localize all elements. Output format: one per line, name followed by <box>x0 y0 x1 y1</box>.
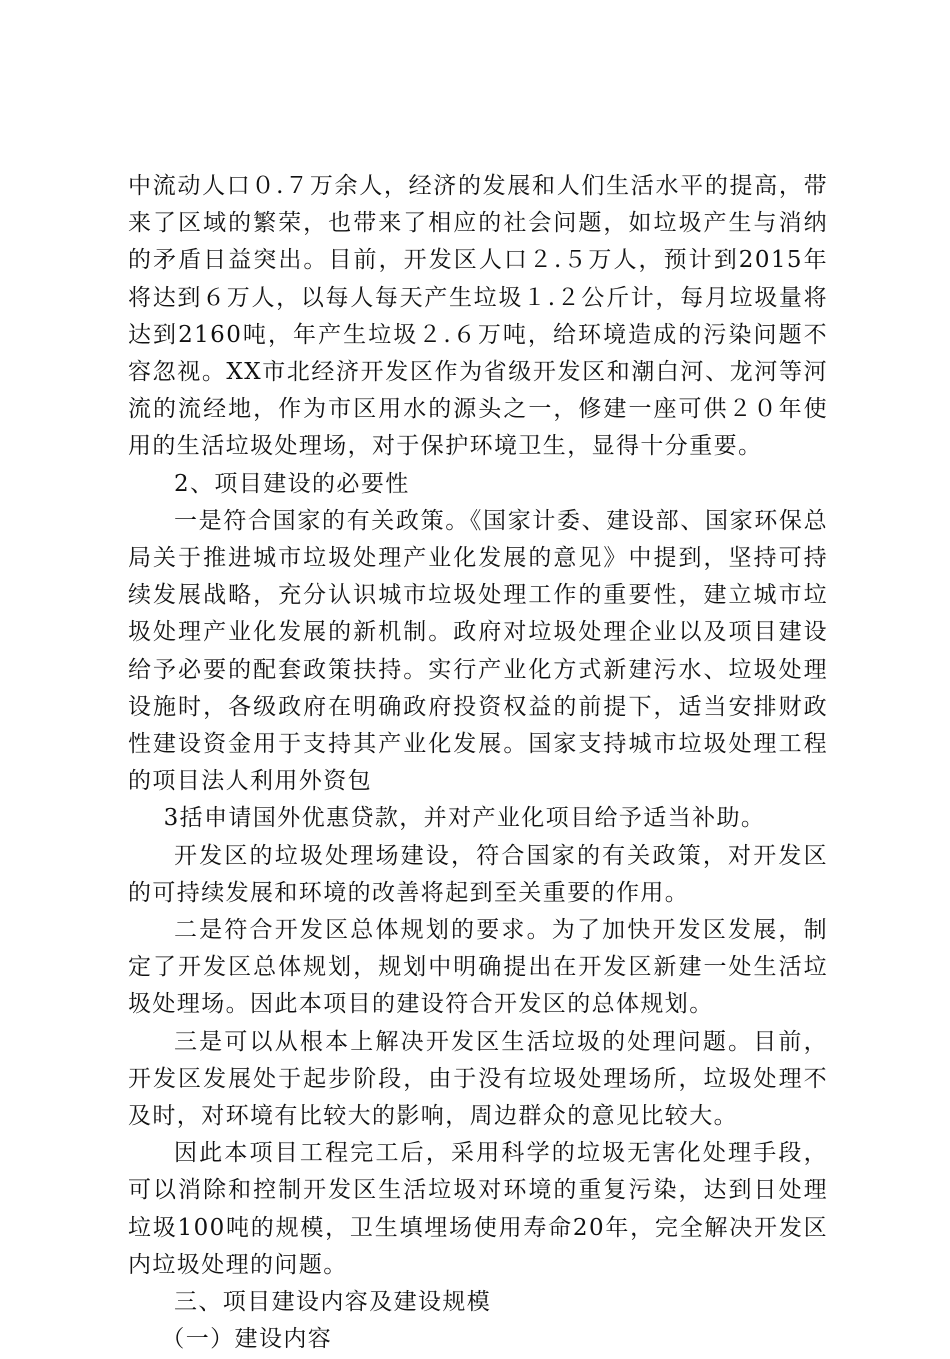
paragraph-project-outcome: 因此本项目工程完工后，采用科学的垃圾无害化处理手段，可以消除和控制开发区生活垃圾对环境的重复污染，达到日处理垃圾100吨的规模，卫生填埋场使用寿命20年，完全解决开发区内垃圾处理的问题。 <box>128 1140 828 1278</box>
subsection-heading-content: （一）建设内容 <box>161 1326 333 1353</box>
paragraph-policy-conformance: 开发区的垃圾处理场建设，符合国家的有关政策，对开发区的可持续发展和环境的改善将起到至关重要的作用。 <box>128 842 828 906</box>
paragraph-root-solution: 三是可以从根本上解决开发区生活垃圾的处理问题。目前，开发区发展处于起步阶段，由于没有垃圾处理场所，垃圾处理不及时，对环境有比较大的影响，周边群众的意见比较大。 <box>128 1028 828 1130</box>
paragraph-national-policy: 一是符合国家的有关政策。《国家计委、建设部、国家环保总局关于推进城市垃圾处理产业化发展的意见》中提到，坚持可持续发展战略，充分认识城市垃圾处理工作的重要性，建立城市垃圾处理产业化发展的新机制。政府对垃圾处理企业以及项目建设给予必要的配套政策扶持。实行产业化方式新建污水、垃圾处理设施时，各级政府在明确政府投资权益的前提下，适当安排财政性建设资金用于支持其产业化发展。国家支持城市垃圾处理工程的项目法人利用外资包 <box>128 507 828 795</box>
paragraph-foreign-loans: 3括申请国外优惠贷款，并对产业化项目给予适当补助。 <box>163 805 766 832</box>
document-body <box>128 168 828 1359</box>
section-heading-necessity: 2、项目建设的必要性 <box>174 470 410 497</box>
paragraph-population-waste: 中流动人口０.７万余人，经济的发展和人们生活水平的提高，带来了区域的繁荣，也带来了相应的社会问题，如垃圾产生与消纳的矛盾日益突出。目前，开发区人口２.５万人，预计到2015年将达到６万人，以每人每天产生垃圾１.２公斤计，每月垃圾量将达到2160吨，年产生垃圾２.６万吨，给环境造成的污染问题不容忽视。XX市北经济开发区作为省级开发区和潮白河、龙河等河流的流经地，作为市区用水的源头之一，修建一座可供２０年使用的生活垃圾处理场，对于保护环境卫生，显得十分重要。 <box>128 173 828 460</box>
paragraph-master-plan: 二是符合开发区总体规划的要求。为了加快开发区发展，制定了开发区总体规划，规划中明确提出在开发区新建一处生活垃圾处理场。因此本项目的建设符合开发区的总体规划。 <box>128 917 828 1018</box>
section-heading-scope: 三、项目建设内容及建设规模 <box>174 1289 492 1316</box>
